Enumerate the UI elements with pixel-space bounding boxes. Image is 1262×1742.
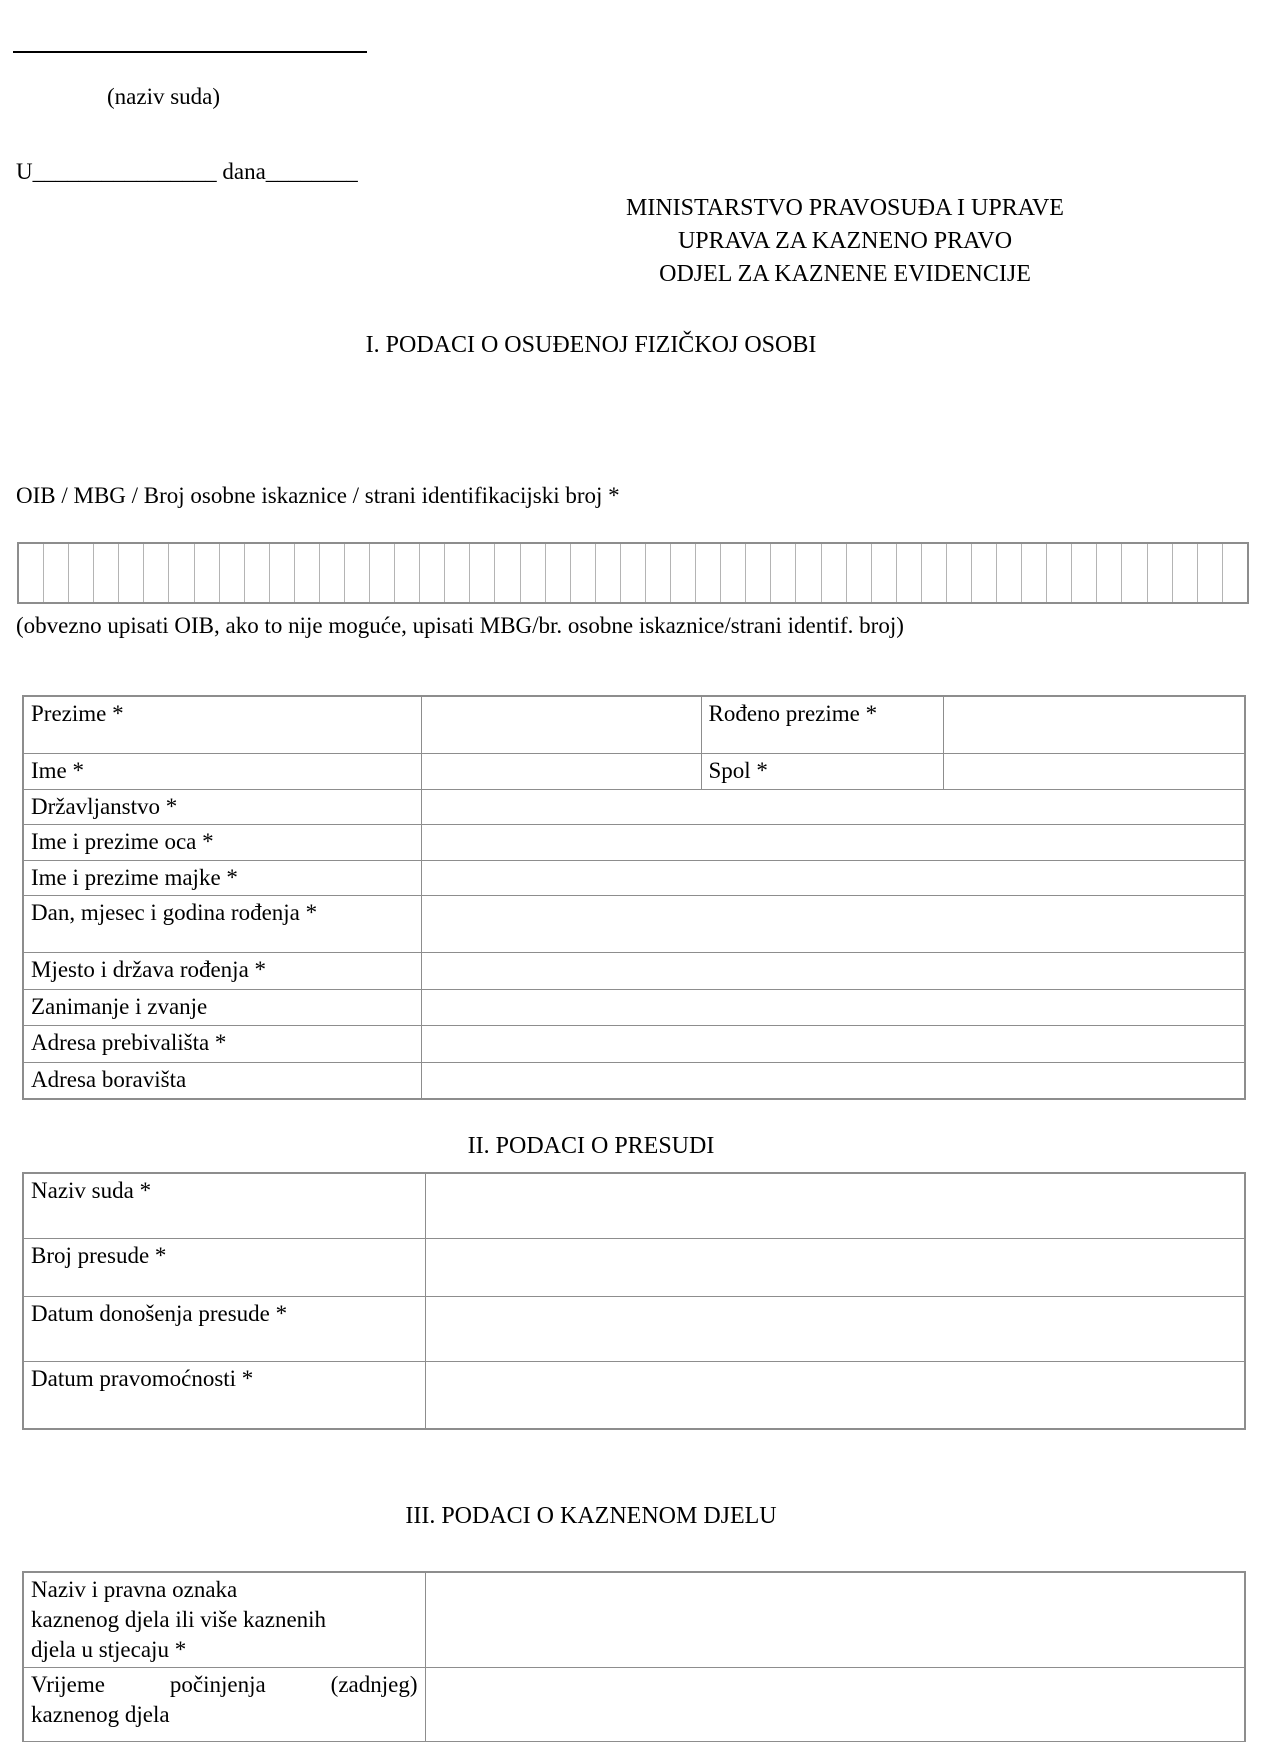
court-name-value-cell [425,1173,1245,1238]
oib-box [270,544,295,602]
oib-box [596,544,621,602]
table-row [23,1668,1245,1742]
stay-address-label: Adresa boravišta [23,1062,421,1099]
place-blank: ________________ [32,159,217,184]
residence-address-label: Adresa prebivališta * [23,1025,421,1062]
oib-box [94,544,119,602]
surname-value-cell [421,696,701,753]
oib-box [195,544,220,602]
date-word: dana [216,159,266,184]
ministry-address-block [595,192,1095,291]
oib-box [470,544,495,602]
oib-box [245,544,270,602]
birth-date-value-cell [421,895,1245,952]
oib-box [1173,544,1198,602]
table-row [23,860,1245,895]
oib-box [345,544,370,602]
offence-name-label-line: kaznenog djela ili više kaznenih [31,1607,327,1632]
judgment-number-label: Broj presude * [23,1238,425,1296]
oib-box [119,544,144,602]
birth-place-value-cell [421,952,1245,989]
oib-note: (obvezno upisati OIB, ako to nije moguće, upisati MBG/br. osobne iskaznice/strani identif. broj) [16,613,904,638]
birth-surname-value-cell [943,696,1245,753]
oib-box [1072,544,1097,602]
section2-title: II. PODACI O PRESUDI [467,1133,715,1159]
oib-box [972,544,997,602]
oib-box [822,544,847,602]
mother-name-value-cell [421,860,1245,895]
oib-box [1223,544,1247,602]
court-name-blank-line [13,51,367,53]
offence-name-label-line: djela u stjecaju * [31,1637,187,1662]
oib-box [1122,544,1147,602]
sex-label: Spol * [701,753,943,789]
oib-box [1148,544,1173,602]
oib-box [796,544,821,602]
oib-grid [17,542,1249,604]
oib-box [521,544,546,602]
oib-label: OIB / MBG / Broj osobne iskaznice / strani identifikacijski broj * [16,483,620,508]
oib-box [696,544,721,602]
place-prefix: U [16,159,33,184]
court-name-label: Naziv suda * [23,1173,425,1238]
offence-data-table [22,1571,1246,1742]
offence-time-value-cell [425,1668,1245,1742]
finality-date-label: Datum pravomoćnosti * [23,1361,425,1429]
father-name-label: Ime i prezime oca * [23,824,421,860]
oib-box [1097,544,1122,602]
name-value-cell [421,753,701,789]
table-row [23,1361,1245,1429]
oib-box [947,544,972,602]
occupation-label: Zanimanje i zvanje [23,989,421,1025]
oib-box [44,544,69,602]
court-name-caption: (naziv suda) [107,84,221,109]
mother-name-label: Ime i prezime majke * [23,860,421,895]
offence-time-label-line: Vrijeme počinjenja (zadnjeg) [31,1672,418,1697]
section3-title: III. PODACI O KAZNENOM DJELU [405,1503,777,1529]
table-row [23,789,1245,824]
oib-box [746,544,771,602]
oib-box [721,544,746,602]
judgment-number-value-cell [425,1238,1245,1296]
oib-box [872,544,897,602]
oib-box [370,544,395,602]
judgment-date-value-cell [425,1296,1245,1361]
birth-place-label: Mjesto i država rođenja * [23,952,421,989]
table-row [23,1296,1245,1361]
birth-surname-label: Rođeno prezime * [701,696,943,753]
ministry-line-3: ODJEL ZA KAZNENE EVIDENCIJE [659,261,1031,287]
oib-box [571,544,596,602]
oib-box [169,544,194,602]
birth-date-label: Dan, mjesec i godina rođenja * [23,895,421,952]
oib-box [395,544,420,602]
father-name-value-cell [421,824,1245,860]
residence-address-value-cell [421,1025,1245,1062]
oib-box [144,544,169,602]
ministry-line-1: MINISTARSTVO PRAVOSUĐA I UPRAVE [626,195,1064,221]
offence-time-label [23,1668,425,1742]
judgment-data-table [22,1172,1246,1430]
oib-box [19,544,44,602]
table-row [23,696,1245,753]
oib-box [1047,544,1072,602]
date-blank: ________ [265,159,358,184]
person-data-table [22,695,1246,1100]
table-row [23,1572,1245,1668]
oib-box [220,544,245,602]
offence-name-label-line: Naziv i pravna oznaka [31,1577,238,1602]
oib-box [621,544,646,602]
section1-title: I. PODACI O OSUĐENOJ FIZIČKOJ OSOBI [365,332,817,358]
table-row [23,824,1245,860]
oib-box [69,544,94,602]
occupation-value-cell [421,989,1245,1025]
oib-box [420,544,445,602]
offence-name-value-cell [425,1572,1245,1668]
offence-name-label [23,1572,425,1668]
table-row [23,952,1245,989]
sex-value-cell [943,753,1245,789]
oib-box [1022,544,1047,602]
table-row [23,1062,1245,1099]
oib-box [495,544,520,602]
oib-box [997,544,1022,602]
citizenship-label: Državljanstvo * [23,789,421,824]
oib-box [320,544,345,602]
oib-box [771,544,796,602]
surname-label: Prezime * [23,696,421,753]
oib-box [847,544,872,602]
place-date-line [16,157,358,187]
finality-date-value-cell [425,1361,1245,1429]
table-row [23,1025,1245,1062]
name-label: Ime * [23,753,421,789]
offence-time-label-line: kaznenog djela [31,1702,170,1727]
table-row [23,753,1245,789]
oib-box [922,544,947,602]
oib-box [671,544,696,602]
table-row [23,1173,1245,1238]
table-row [23,989,1245,1025]
ministry-line-2: UPRAVA ZA KAZNENO PRAVO [677,228,1013,254]
oib-box [546,544,571,602]
stay-address-value-cell [421,1062,1245,1099]
oib-box [646,544,671,602]
judgment-date-label: Datum donošenja presude * [23,1296,425,1361]
table-row [23,1238,1245,1296]
oib-box [1198,544,1223,602]
citizenship-value-cell [421,789,1245,824]
oib-box [897,544,922,602]
oib-box [445,544,470,602]
table-row [23,895,1245,952]
oib-box [295,544,320,602]
